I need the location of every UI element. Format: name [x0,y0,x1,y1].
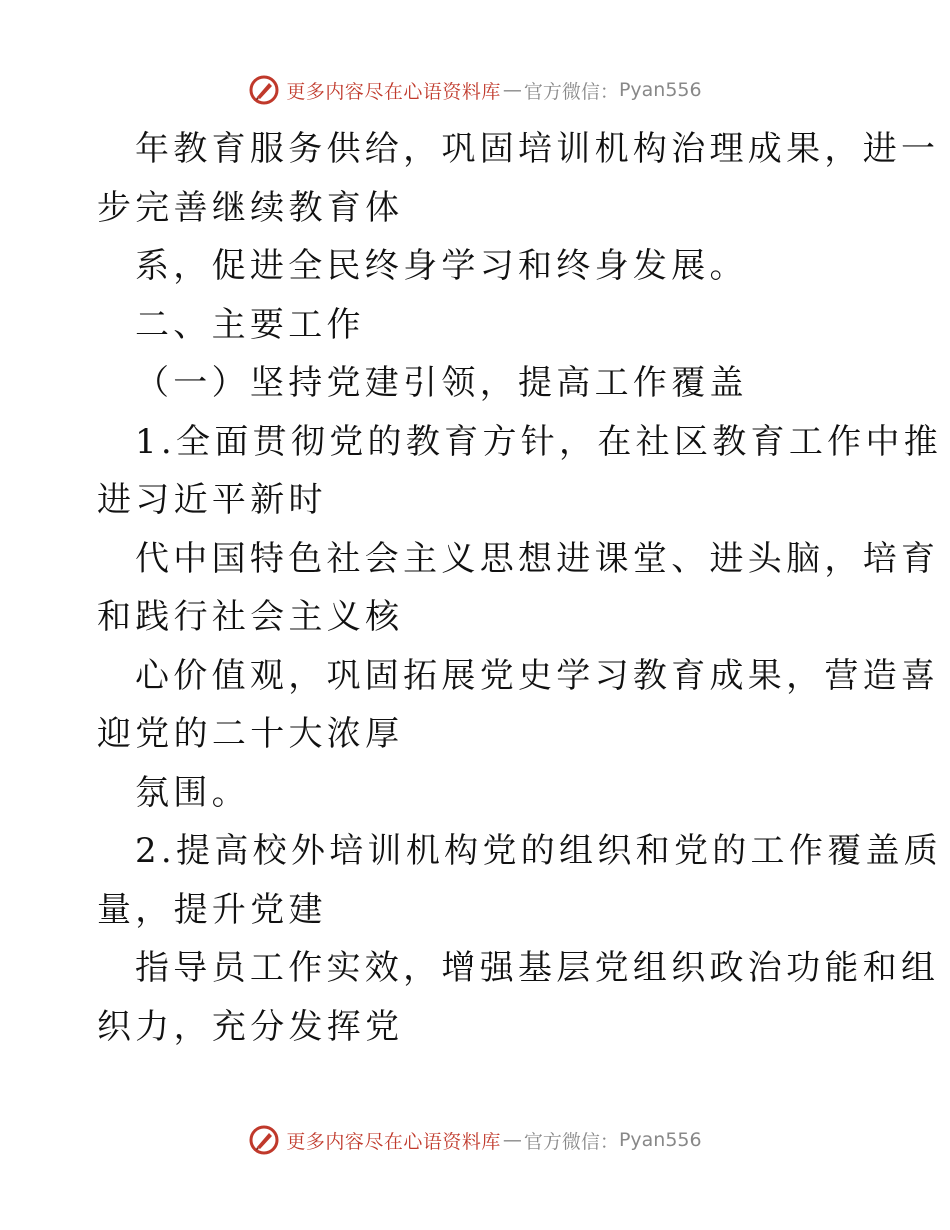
paragraph-line: 步完善继续教育体 [97,187,404,228]
watermark-dash: — [502,1129,522,1151]
paragraph-line: 1.全面贯彻党的教育方针，在社区教育工作中推 [135,421,943,462]
paragraph-line: 年教育服务供给，巩固培训机构治理成果，进一 [135,129,940,169]
pen-logo-icon [248,1124,280,1156]
paragraph-line: 织力，充分发挥党 [97,1006,404,1047]
watermark-dash: — [502,79,522,101]
paragraph-line: 2.提高校外培训机构党的组织和党的工作覆盖质 [135,831,943,871]
footer-watermark [0,1120,950,1160]
watermark-wechat-id: Pyan556 [618,1129,702,1151]
header-watermark [0,70,950,110]
paragraph-line: 进习近平新时 [97,480,327,520]
paragraph-line: 指导员工作实效，增强基层党组织政治功能和组 [135,948,940,988]
watermark-wechat-id: Pyan556 [618,79,702,101]
paragraph-line: 系，促进全民终身学习和终身发展。 [135,246,748,286]
pen-logo-icon [248,74,280,106]
paragraph-line: 心价值观，巩固拓展党史学习教育成果，营造喜 [135,655,940,696]
paragraph-line: 迎党的二十大浓厚 [97,714,404,754]
section-heading: 二、主要工作 [135,304,365,345]
paragraph-line: 代中国特色社会主义思想进课堂、进头脑，培育 [135,538,940,579]
watermark-site-text: 更多内容尽在心语资料库 [286,1130,501,1153]
paragraph-line: 氛围。 [135,772,250,813]
watermark-site-text: 更多内容尽在心语资料库 [286,80,501,103]
paragraph-line: 量，提升党建 [97,889,327,930]
document-body [97,120,943,1056]
watermark-wechat-label: 官方微信： [523,80,619,103]
subsection-heading: （一）坚持党建引领，提高工作覆盖 [135,363,748,403]
paragraph-line: 和践行社会主义核 [97,597,404,637]
watermark-wechat-label: 官方微信： [523,1130,619,1153]
